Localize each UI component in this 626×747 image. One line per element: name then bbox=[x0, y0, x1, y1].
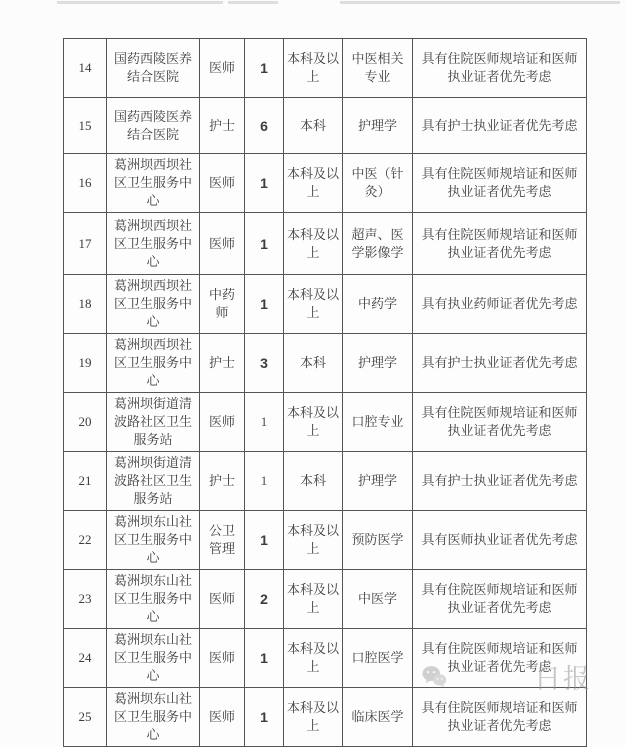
cell-education: 本科 bbox=[284, 334, 343, 393]
cell-count: 1 bbox=[245, 393, 284, 452]
cell-count: 1 bbox=[245, 511, 284, 570]
table-row bbox=[64, 154, 587, 213]
cell-row-number: 16 bbox=[64, 154, 107, 213]
cell-note: 具有住院医师规培证和医师执业证者优先考虑 bbox=[413, 629, 587, 688]
cell-note: 具有住院医师规培证和医师执业证者优先考虑 bbox=[413, 393, 587, 452]
cell-position: 医师 bbox=[200, 393, 245, 452]
cell-note: 具有住院医师规培证和医师执业证者优先考虑 bbox=[413, 39, 587, 98]
cell-education: 本科及以上 bbox=[284, 629, 343, 688]
cell-count: 1 bbox=[245, 39, 284, 98]
cell-position: 公卫管理 bbox=[200, 511, 245, 570]
cell-count: 1 bbox=[245, 154, 284, 213]
cell-major: 中医相关专业 bbox=[343, 39, 413, 98]
cell-row-number: 18 bbox=[64, 275, 107, 334]
table-row bbox=[64, 213, 587, 275]
cell-organization: 国药西陵医养结合医院 bbox=[107, 98, 200, 154]
table-row bbox=[64, 452, 587, 511]
cell-education: 本科及以上 bbox=[284, 570, 343, 629]
table-row bbox=[64, 688, 587, 747]
cell-position: 护士 bbox=[200, 98, 245, 154]
cell-row-number: 19 bbox=[64, 334, 107, 393]
cell-position: 中药师 bbox=[200, 275, 245, 334]
cell-note: 具有住院医师规培证和医师执业证者优先考虑 bbox=[413, 213, 587, 275]
cell-organization: 葛洲坝东山社区卫生服务中心 bbox=[107, 629, 200, 688]
table-row bbox=[64, 39, 587, 98]
cell-education: 本科及以上 bbox=[284, 275, 343, 334]
cell-note: 具有护士执业证者优先考虑 bbox=[413, 452, 587, 511]
cell-note: 具有住院医师规培证和医师执业证者优先考虑 bbox=[413, 154, 587, 213]
cell-position: 医师 bbox=[200, 39, 245, 98]
cell-note: 具有护士执业证者优先考虑 bbox=[413, 98, 587, 154]
cell-position: 医师 bbox=[200, 688, 245, 747]
cell-organization: 葛洲坝西坝社区卫生服务中心 bbox=[107, 334, 200, 393]
cell-count: 1 bbox=[245, 275, 284, 334]
cell-count: 6 bbox=[245, 98, 284, 154]
cell-organization: 葛洲坝西坝社区卫生服务中心 bbox=[107, 154, 200, 213]
cell-count: 1 bbox=[245, 452, 284, 511]
cell-position: 护士 bbox=[200, 334, 245, 393]
cropped-row-border-segment bbox=[57, 1, 223, 4]
cell-note: 具有执业药师证者优先考虑 bbox=[413, 275, 587, 334]
recruitment-table bbox=[63, 38, 587, 747]
cell-major: 预防医学 bbox=[343, 511, 413, 570]
cell-row-number: 17 bbox=[64, 213, 107, 275]
cell-position: 医师 bbox=[200, 154, 245, 213]
table-row bbox=[64, 393, 587, 452]
cell-major: 超声、医学影像学 bbox=[343, 213, 413, 275]
cell-count: 1 bbox=[245, 629, 284, 688]
cell-count: 3 bbox=[245, 334, 284, 393]
cell-major: 临床医学 bbox=[343, 688, 413, 747]
cell-count: 1 bbox=[245, 213, 284, 275]
table-row bbox=[64, 511, 587, 570]
cell-note: 具有住院医师规培证和医师执业证者优先考虑 bbox=[413, 688, 587, 747]
cell-major: 口腔医学 bbox=[343, 629, 413, 688]
cropped-row-border-segment bbox=[228, 1, 278, 4]
cell-organization: 葛洲坝西坝社区卫生服务中心 bbox=[107, 275, 200, 334]
cell-education: 本科及以上 bbox=[284, 393, 343, 452]
cell-major: 中医学 bbox=[343, 570, 413, 629]
cropped-row-border-segment bbox=[340, 1, 620, 4]
table-row bbox=[64, 629, 587, 688]
cell-major: 护理学 bbox=[343, 334, 413, 393]
cell-count: 1 bbox=[245, 688, 284, 747]
cell-major: 中医（针灸） bbox=[343, 154, 413, 213]
cell-position: 护士 bbox=[200, 452, 245, 511]
cell-education: 本科 bbox=[284, 98, 343, 154]
cell-position: 医师 bbox=[200, 570, 245, 629]
cell-note: 具有住院医师规培证和医师执业证者优先考虑 bbox=[413, 570, 587, 629]
cell-organization: 葛洲坝东山社区卫生服务中心 bbox=[107, 688, 200, 747]
cell-education: 本科及以上 bbox=[284, 688, 343, 747]
cell-note: 具有护士执业证者优先考虑 bbox=[413, 334, 587, 393]
cell-organization: 葛洲坝东山社区卫生服务中心 bbox=[107, 511, 200, 570]
cell-row-number: 24 bbox=[64, 629, 107, 688]
table-row bbox=[64, 98, 587, 154]
cell-major: 护理学 bbox=[343, 98, 413, 154]
cell-organization: 葛洲坝东山社区卫生服务中心 bbox=[107, 570, 200, 629]
cell-note: 具有医师执业证者优先考虑 bbox=[413, 511, 587, 570]
cell-row-number: 20 bbox=[64, 393, 107, 452]
cell-education: 本科 bbox=[284, 452, 343, 511]
cell-organization: 国药西陵医养结合医院 bbox=[107, 39, 200, 98]
cell-row-number: 21 bbox=[64, 452, 107, 511]
table-body bbox=[64, 39, 587, 747]
cell-organization: 葛洲坝街道清波路社区卫生服务站 bbox=[107, 452, 200, 511]
cell-position: 医师 bbox=[200, 213, 245, 275]
cell-major: 护理学 bbox=[343, 452, 413, 511]
table-row bbox=[64, 275, 587, 334]
table-row bbox=[64, 334, 587, 393]
cell-row-number: 22 bbox=[64, 511, 107, 570]
cell-row-number: 23 bbox=[64, 570, 107, 629]
cell-major: 中药学 bbox=[343, 275, 413, 334]
cell-education: 本科及以上 bbox=[284, 154, 343, 213]
cell-education: 本科及以上 bbox=[284, 39, 343, 98]
cell-major: 口腔专业 bbox=[343, 393, 413, 452]
cell-count: 2 bbox=[245, 570, 284, 629]
cell-row-number: 25 bbox=[64, 688, 107, 747]
cell-education: 本科及以上 bbox=[284, 213, 343, 275]
watermark-text: 日报 bbox=[534, 664, 592, 694]
cell-position: 医师 bbox=[200, 629, 245, 688]
cell-row-number: 15 bbox=[64, 98, 107, 154]
cell-row-number: 14 bbox=[64, 39, 107, 98]
cell-organization: 葛洲坝街道清波路社区卫生服务站 bbox=[107, 393, 200, 452]
table-row bbox=[64, 570, 587, 629]
cell-organization: 葛洲坝西坝社区卫生服务中心 bbox=[107, 213, 200, 275]
cell-education: 本科及以上 bbox=[284, 511, 343, 570]
